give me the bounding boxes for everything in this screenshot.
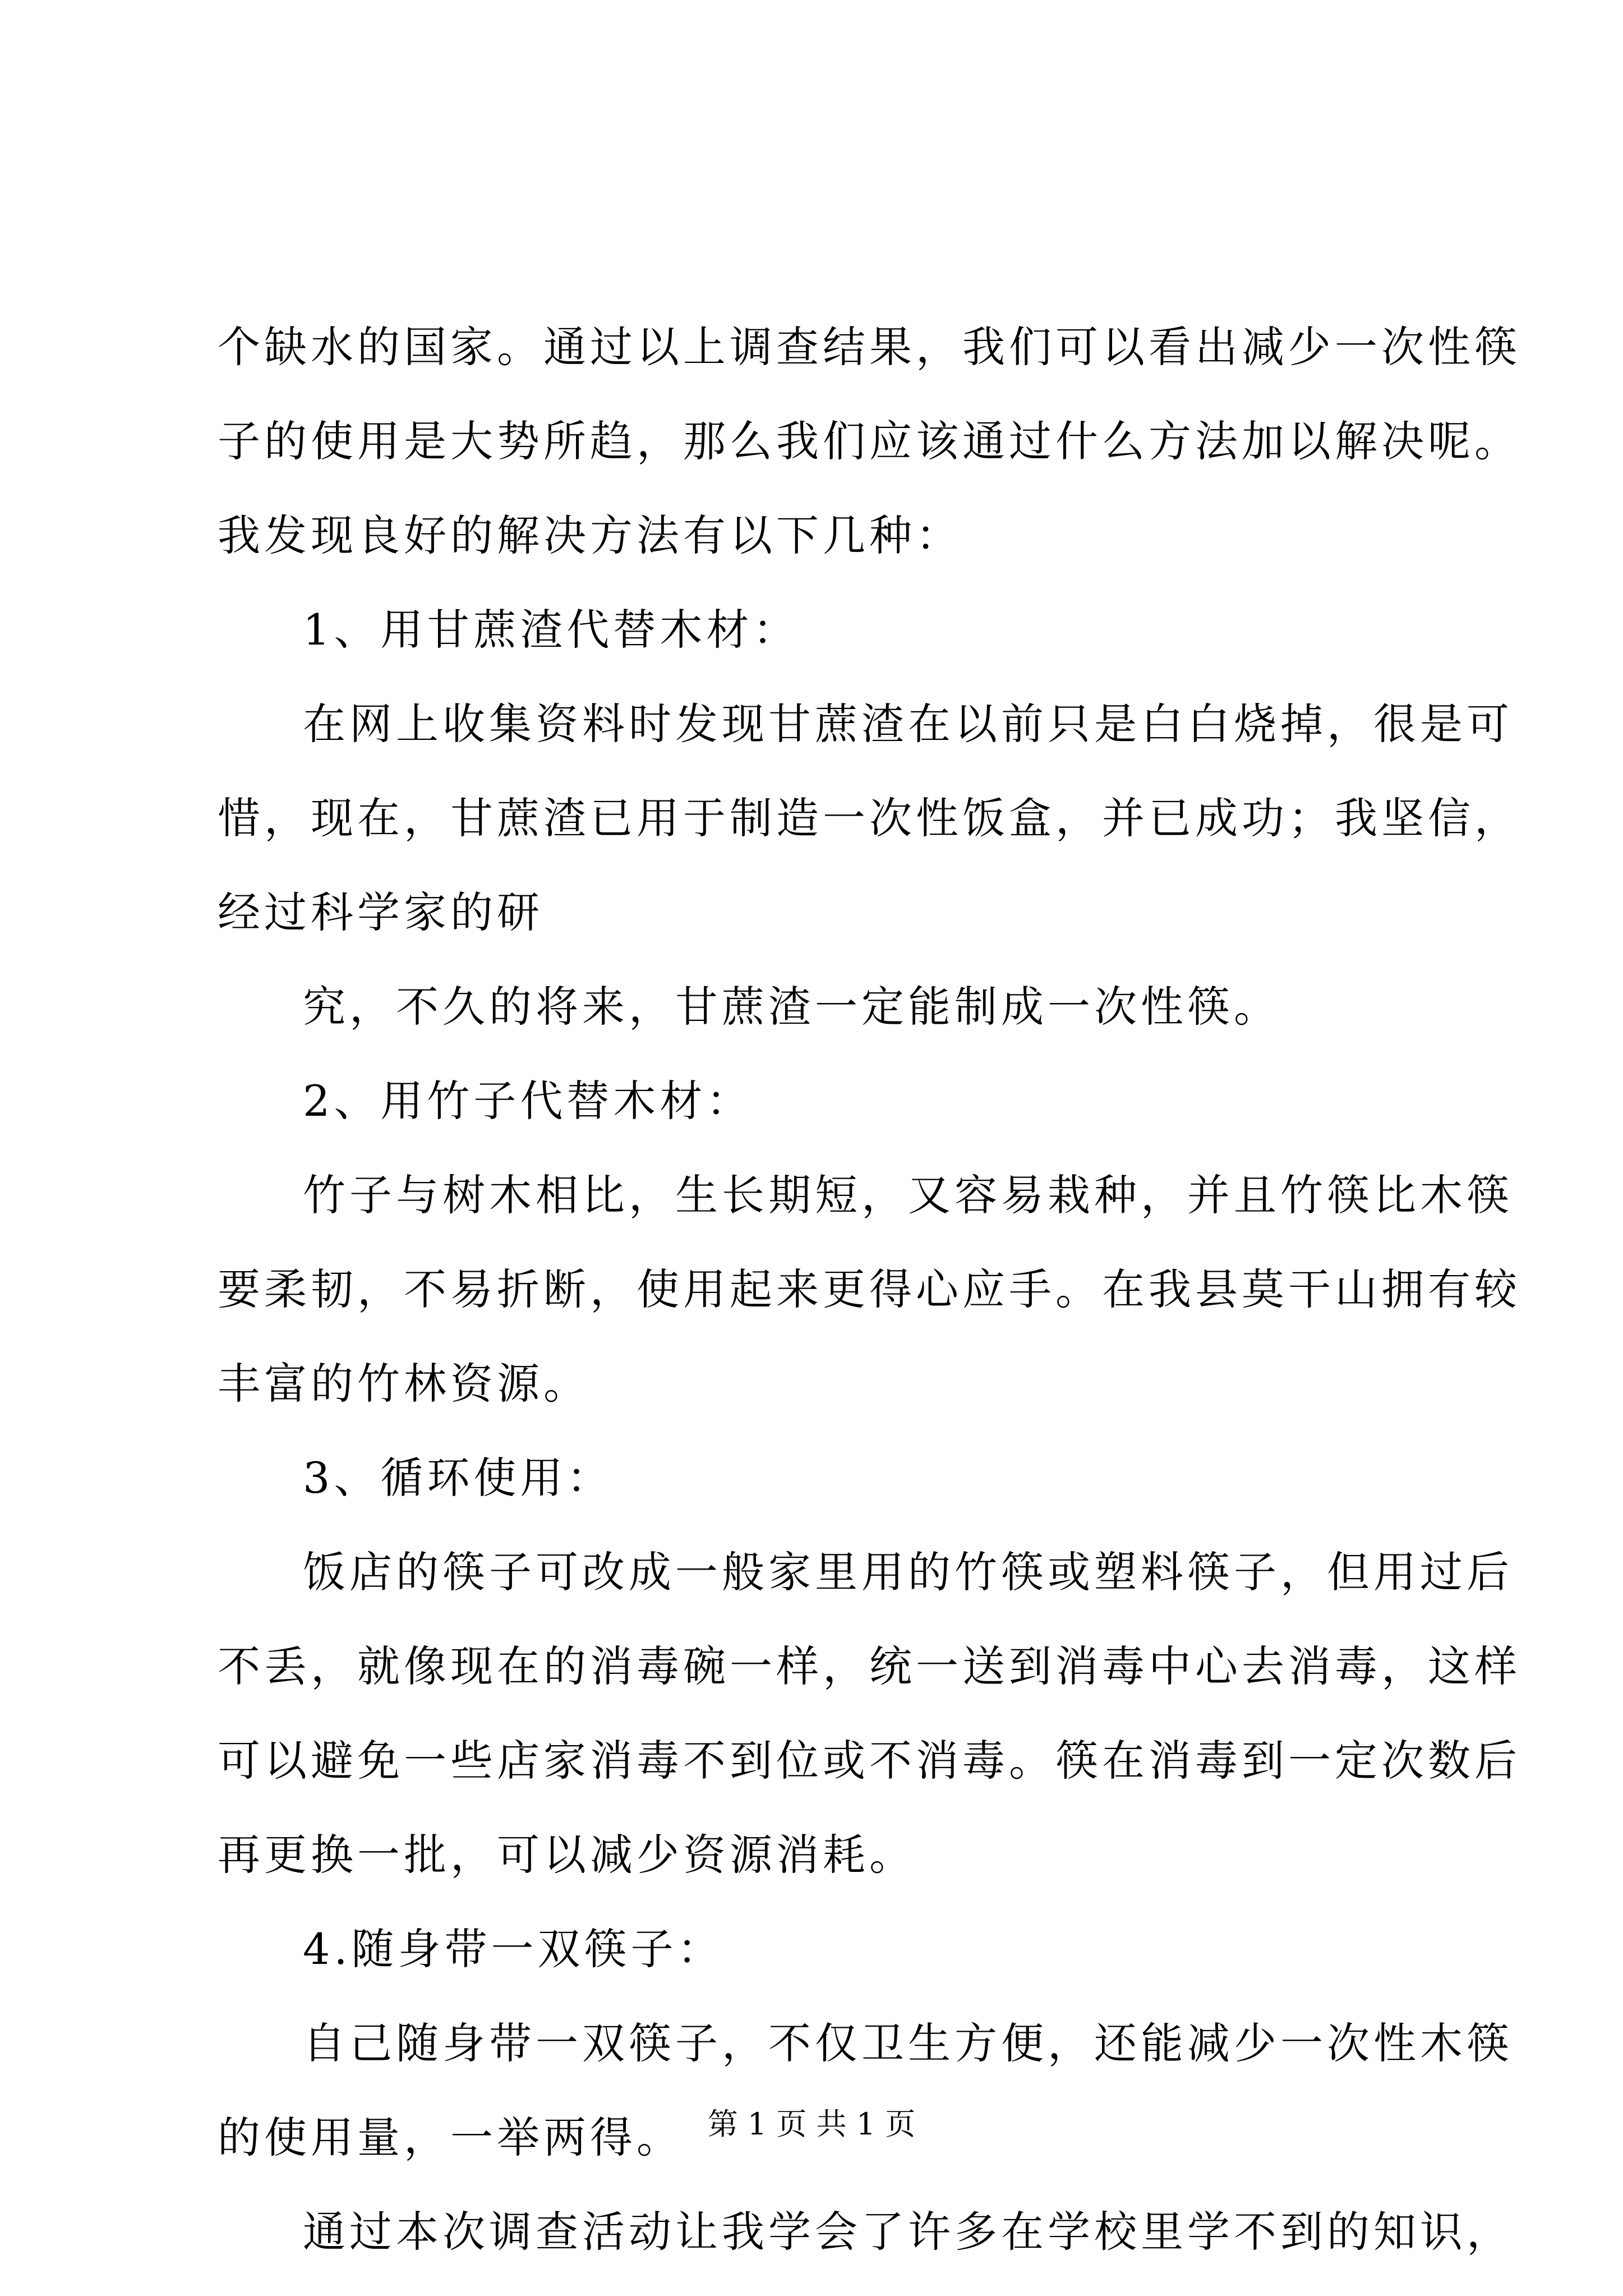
text-line: 个缺水的国家。通过以上调查结果，我们可以看出减少一次性筷 [218, 322, 1521, 372]
section-heading: 3、循环使用： [303, 1453, 614, 1503]
section-heading: 4.随身带一双筷子： [303, 1924, 724, 1974]
section-heading: 1、用甘蔗渣代替木材： [303, 605, 800, 655]
text-line: 丰富的竹林资源。 [218, 1359, 590, 1409]
text-line: 惜，现在，甘蔗渣已用于制造一次性饭盒，并已成功；我坚信， [218, 793, 1521, 843]
text-line: 不丢，就像现在的消毒碗一样，统一送到消毒中心去消毒，这样 [218, 1641, 1521, 1691]
text-line: 在网上收集资料时发现甘蔗渣在以前只是白白烧掉，很是可 [303, 699, 1513, 749]
page-footer: 第 1 页 共 1 页 [707, 2106, 916, 2142]
document-body [218, 300, 1521, 2279]
text-line: 子的使用是大势所趋，那么我们应该通过什么方法加以解决呢。 [218, 416, 1521, 466]
text-line: 通过本次调查活动让我学会了许多在学校里学不到的知识， [303, 2207, 1513, 2257]
text-line: 自己随身带一双筷子，不仅卫生方便，还能减少一次性木筷 [303, 2018, 1513, 2068]
text-line: 要柔韧，不易折断，使用起来更得心应手。在我县莫干山拥有较 [218, 1264, 1521, 1314]
text-line: 的使用量，一举两得。 [218, 2113, 683, 2162]
text-line: 竹子与树木相比，生长期短，又容易栽种，并且竹筷比木筷 [303, 1170, 1513, 1220]
text-line: 饭店的筷子可改成一般家里用的竹筷或塑料筷子，但用过后 [303, 1547, 1513, 1597]
text-line: 究，不久的将来，甘蔗渣一定能制成一次性筷。 [303, 982, 1280, 1032]
text-line: 我发现良好的解决方法有以下几种： [218, 510, 962, 560]
text-line: 经过科学家的研 [218, 887, 543, 937]
section-heading: 2、用竹子代替木材： [303, 1076, 753, 1126]
text-line: 可以避免一些店家消毒不到位或不消毒。筷在消毒到一定次数后 [218, 1736, 1521, 1786]
text-line: 再更换一批，可以减少资源消耗。 [218, 1830, 916, 1880]
